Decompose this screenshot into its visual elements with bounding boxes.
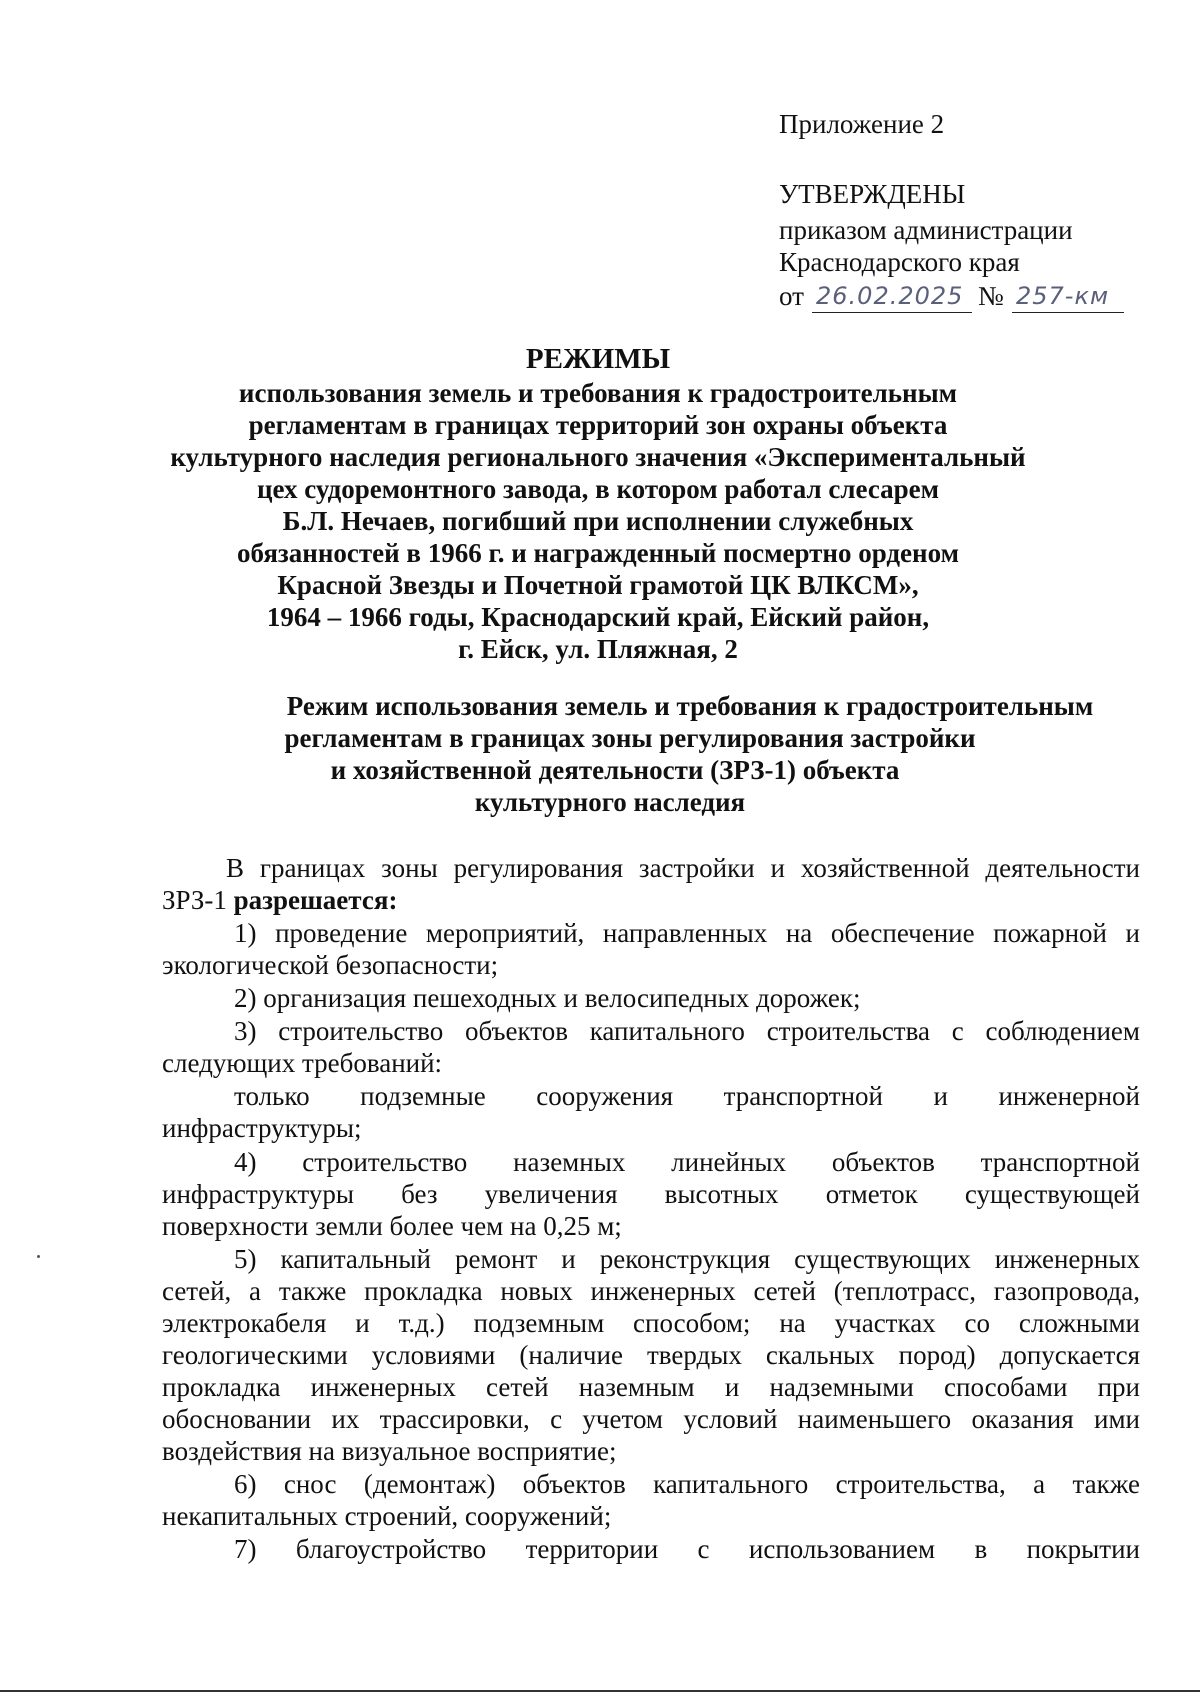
title-line-3: культурного наследия регионального значения «Экспериментальный <box>170 442 1026 472</box>
item-7-line-1: 7) благоустройство территории с использованием в покрытии <box>234 1534 1140 1564</box>
item-3-line-2: следующих требований: <box>162 1048 443 1078</box>
title-line-7: Красной Звезды и Почетной грамотой ЦК ВЛКСМ», <box>277 570 919 600</box>
date-label: от <box>779 281 804 311</box>
title-line-9: г. Ейск, ул. Пляжная, 2 <box>458 634 738 664</box>
number-label: № <box>978 281 1004 311</box>
date-underline <box>812 312 972 313</box>
item-5-line-6: обосновании их трассировки, с учетом условий наименьшего оказания ими <box>162 1404 1140 1434</box>
handwritten-date: 26.02.2025 <box>816 282 964 310</box>
item-4-line-1: 4) строительство наземных линейных объектов транспортной <box>234 1147 1140 1177</box>
section-line-1: Режим использования земель и требования к градостроительным <box>286 691 1094 721</box>
title-line-6: обязанностей в 1966 г. и награжденный посмертно орденом <box>237 538 959 568</box>
item-5-line-5: прокладка инженерных сетей наземным и надземными способами при <box>162 1372 1140 1402</box>
handwritten-number: 257-км <box>1016 282 1110 310</box>
item-4-line-3: поверхности земли более чем на 0,25 м; <box>162 1211 622 1241</box>
intro-line-1: В границах зоны регулирования застройки и хозяйственной деятельности <box>226 853 1140 883</box>
approved-heading: УТВЕРЖДЕНЫ <box>779 179 966 209</box>
order-line-1: приказом администрации <box>779 215 1073 245</box>
item-2-line-1: 2) организация пешеходных и велосипедных дорожек; <box>234 983 861 1013</box>
item-5-line-7: воздействия на визуальное восприятие; <box>162 1436 617 1466</box>
title-line-1: использования земель и требования к градостроительным <box>238 378 958 408</box>
item-6-line-2: некапитальных строений, сооружений; <box>162 1501 612 1531</box>
zone-code: ЗРЗ-1 <box>162 885 234 915</box>
document-title: РЕЖИМЫ <box>525 343 671 375</box>
number-underline <box>1012 312 1124 313</box>
appendix-label: Приложение 2 <box>779 109 945 139</box>
section-line-4: культурного наследия <box>474 787 746 817</box>
title-line-8: 1964 – 1966 годы, Краснодарский край, Ейский район, <box>266 602 930 632</box>
item-1-line-1: 1) проведение мероприятий, направленных на обеспечение пожарной и <box>234 918 1140 948</box>
item-6-line-1: 6) снос (демонтаж) объектов капитального строительства, а также <box>234 1469 1140 1499</box>
scan-speck <box>37 1255 40 1258</box>
item-5-line-3: электрокабеля и т.д.) подземным способом; на участках со сложными <box>162 1308 1140 1338</box>
item-3-line-1: 3) строительство объектов капитального строительства с соблюдением <box>234 1016 1140 1046</box>
scan-bottom-edge <box>0 1690 1200 1692</box>
title-line-2: регламентам в границах территорий зон охраны объекта <box>248 410 948 440</box>
item-3a-line-2: инфраструктуры; <box>162 1113 362 1143</box>
item-1-line-2: экологической безопасности; <box>162 950 499 980</box>
permitted-label: разрешается: <box>233 885 398 915</box>
section-line-2: регламентам в границах зоны регулирования застройки <box>284 723 976 753</box>
intro-line-2 <box>162 884 1140 916</box>
item-3a-line-1: только подземные сооружения транспортной и инженерной <box>234 1081 1140 1111</box>
title-line-5: Б.Л. Нечаев, погибший при исполнении служебных <box>282 506 914 536</box>
item-5-line-4: геологическими условиями (наличие твердых скальных пород) допускается <box>162 1340 1140 1370</box>
section-line-3: и хозяйственной деятельности (ЗРЗ-1) объекта <box>330 755 900 785</box>
item-4-line-2: инфраструктуры без увеличения высотных отметок существующей <box>162 1179 1140 1209</box>
title-line-4: цех судоремонтного завода, в котором работал слесарем <box>256 474 940 504</box>
order-line-2: Краснодарского края <box>779 247 1020 277</box>
item-5-line-1: 5) капитальный ремонт и реконструкция существующих инженерных <box>234 1244 1140 1274</box>
item-5-line-2: сетей, а также прокладка новых инженерных сетей (теплотрасс, газопровода, <box>162 1276 1140 1306</box>
